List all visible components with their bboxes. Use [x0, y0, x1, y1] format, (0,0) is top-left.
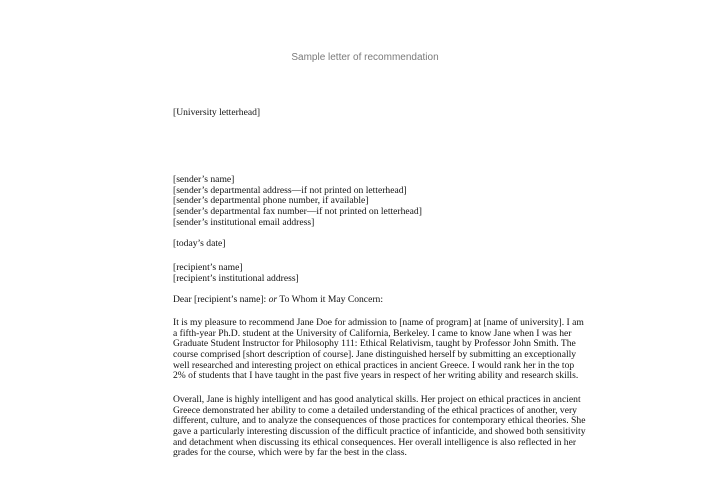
salutation [173, 295, 383, 306]
sender-line: [sender’s departmental fax number—if not printed on letterhead] [173, 206, 422, 218]
paragraph-line: grades for the course, which were by far the best in the class. [173, 447, 407, 459]
paragraph-line: different, culture, and to analyze the consequences of those practices for contemporary ethical theories. She [173, 415, 586, 427]
paragraph-line: 2% of students that I have taught in the past five years in respect of her writing ability and research skills. [173, 370, 579, 382]
recipient-line: [recipient’s institutional address] [173, 272, 299, 284]
paragraph-line: and detachment when discussing its ethical consequences. Her overall intelligence is also reflected in her [173, 436, 577, 448]
recipient-block [173, 263, 299, 284]
paragraph-line: course comprised [short description of course]. Jane distinguished herself by submitting an exceptionally [173, 349, 577, 361]
date: [today’s date] [173, 238, 226, 249]
salutation-start: Dear [recipient’s name]: [173, 294, 269, 305]
sender-line: [sender’s institutional email address] [173, 216, 315, 228]
salutation-end: To Whom it May Concern: [277, 294, 383, 305]
letterhead: [University letterhead] [173, 107, 261, 118]
paragraph-line: Overall, Jane is highly intelligent and has good analytical skills. Her project on ethical practices in ancient [173, 394, 581, 405]
paragraph-line: a fifth-year Ph.D. student at the University of California, Berkeley. I came to know Jane when I was her [173, 327, 572, 339]
sender-block [173, 175, 422, 228]
paragraph-line: It is my pleasure to recommend Jane Doe for admission to [name of program] at [name of university]. I am [173, 317, 584, 328]
document-title: Sample letter of recommendation [291, 52, 439, 63]
paragraph-2 [173, 395, 586, 459]
sender-line: [sender’s departmental phone number, if available] [173, 195, 369, 207]
paragraph-line: Graduate Student Instructor for Philosophy 111: Ethical Relativism, taught by Professor John Smith. The [173, 338, 576, 350]
salutation-or: or [268, 294, 278, 305]
sender-line: [sender’s name] [173, 174, 235, 185]
recipient-line: [recipient’s name] [173, 262, 243, 273]
paragraph-line: gave a particularly interesting discussion of the difficult practice of infanticide, and showed both sensitivity [173, 426, 586, 438]
sender-line: [sender’s departmental address—if not printed on letterhead] [173, 184, 407, 196]
paragraph-1 [173, 318, 584, 382]
paragraph-line: well researched and interesting project on ethical practices in ancient Greece. I would rank her in the top [173, 359, 575, 371]
paragraph-line: Greece demonstrated her ability to come a detailed understanding of the ethical practices of another, very [173, 404, 577, 416]
